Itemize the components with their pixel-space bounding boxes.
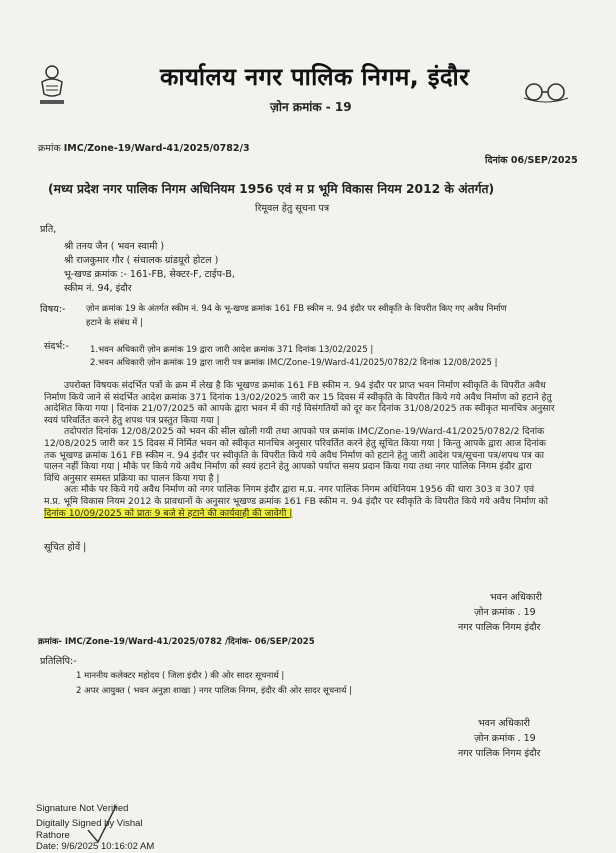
signature-date: Date: 9/6/2025 10:16:02 AM xyxy=(36,841,155,852)
body-line: आदेशित किया गया | दिनांक 21/07/2025 को आपके द्वारा भवन में की गई विसंगतियों को दूर कर दिनांक 31/08/2025 तक स्वीकृत मानचित्र अनुसार xyxy=(44,403,555,415)
references-label: संदर्भ:- xyxy=(44,341,69,352)
officer-zone: ज़ोन क्रमांक . 19 xyxy=(474,733,536,744)
body-line: स्वयं परिवर्तित करने हेतु शपथ पत्र प्रस्तुत किया गया | xyxy=(44,414,220,426)
body-line: म.प्र. भूमि विकास नियम 2012 के प्रावधानों के अनुसार भूखण्ड क्रमांक 161 FB स्कीम न. 94 इंदौर पर स्वीकृति के विपरीत किये गये अवैध निर्माण को xyxy=(44,495,548,507)
body-line: निर्माण किये जाने से संदर्भित आदेश क्रमांक 371 दिनांक 13/02/2025 जारी कर 15 दिवस में स्वीकृति के विपरीत किये गये अवैध निर्माण को हटाने हेतु xyxy=(44,391,552,403)
copy-line: 1 माननीय कलेक्टर महोदय ( जिला इंदौर ) की ओर सादर सूचनार्थ | xyxy=(76,671,285,681)
to-label: प्रति, xyxy=(40,224,57,235)
imc-emblem-logo xyxy=(34,58,70,110)
swachh-bharat-logo xyxy=(520,80,572,104)
act-title: (मध्य प्रदेश नगर पालिक निगम अधिनियम 1956 एवं म प्र भूमि विकास नियम 2012 के अंतर्गत) xyxy=(48,182,495,196)
reference-line: 1.भवन अधिकारी ज़ोन क्रमांक 19 द्वारा जारी आदेश क्रमांक 371 दिनांक 13/02/2025 | xyxy=(90,345,374,355)
body-paragraph xyxy=(44,380,589,519)
officer-org: नगर पालिक निगम इंदौर xyxy=(458,622,541,633)
body-line: अतः मौके पर किये गये अवैध निर्माण को नगर पालिक निगम इंदौर द्वारा म.प्र. नगर पालिक निगम अधिनियम 1956 की धारा 303 व 307 एवं xyxy=(64,484,535,496)
officer-title: भवन अधिकारी xyxy=(478,718,530,729)
reference-line: 2.भवन अधिकारी ज़ोन क्रमांक 19 द्वारा जारी पत्र क्रमांक IMC/Zone-19/Ward-41/2025/0782/2 दिनांक 12/08/2025 | xyxy=(90,358,498,368)
ref-date: 06/SEP/2025 xyxy=(510,155,578,166)
ref-date-line xyxy=(485,153,578,166)
body-line: उपरोक्त विषयक संदर्भित पत्रों के क्रम में लेख है कि भूखण्ड क्रमांक 161 FB स्कीम न. 94 इंदौर पर प्राप्त भवन निर्माण स्वीकृति के विपरीत अवैध xyxy=(64,380,546,391)
subject-line: ज़ोन क्रमांक 19 के अंतर्गत स्कीम नं. 94 के भू-खण्ड क्रमांक 161 FB स्कीम न. 94 इंदौर पर स्वीकृति के विपरीत किए गए अवैध निर्माण xyxy=(86,304,507,314)
subject-label: विषय:- xyxy=(40,304,66,315)
to-line: श्री राजकुमार गौर ( संचालक ग्रांडयूरो होटल ) xyxy=(64,255,219,266)
body-line: तक भूखण्ड क्रमांक 161 FB स्कीम न. 94 इंदौर पर स्वीकृति के विपरीत किये गये अवैध निर्माण को हटाने हेतु जारी आदेश पत्र/सूचना पत्र/शपथ पत्र का xyxy=(44,449,545,461)
signature-check-icon xyxy=(84,800,120,848)
copy-ref: क्रमांक- IMC/Zone-19/Ward-41/2025/0782 /दिनांक- 06/SEP/2025 xyxy=(38,637,315,647)
body-line: 12/08/2025 जारी कर 15 दिवस में निर्मित भवन को स्वीकृत मानचित्र अनुसार परिवर्तित करने हेतु सूचित किया गया | किन्तु आपके द्वारा आज दिनांक xyxy=(44,437,546,449)
subject-line: हटाने के संबंध में | xyxy=(86,318,143,328)
office-title: कार्यालय नगर पालिक निगम, इंदौर xyxy=(160,63,470,91)
copies-label: प्रतिलिपि:- xyxy=(40,656,77,667)
body-line: पालन नहीं किया गया | मौके पर किये गये अवैध निर्माण को स्वयं हटाने हेतु आपको पर्याप्त समय प्रदान किया गया तथा नगर पालिक निगम इंदौर द्वारा xyxy=(44,461,532,473)
to-line: स्कीम नं. 94, इंदौर xyxy=(64,283,132,294)
ref-number: IMC/Zone-19/Ward-41/2025/0782/3 xyxy=(63,143,250,154)
ref-line xyxy=(38,141,250,154)
body-line: विधि अनुसार समस्त प्रक्रिया का पालन किया गया है | xyxy=(44,472,220,484)
officer-title: भवन अधिकारी xyxy=(490,592,542,603)
signature-status: Signature Not Verified xyxy=(36,803,129,814)
removal-date-highlight: दिनांक 10/09/2025 को प्रातः 9 बजे से हटाने की कार्यवाही की जावेगी | xyxy=(44,507,293,519)
officer-zone: ज़ोन क्रमांक . 19 xyxy=(474,607,536,618)
signature-name: Rathore xyxy=(36,830,70,841)
officer-org: नगर पालिक निगम इंदौर xyxy=(458,748,541,759)
copy-line: 2 अपर आयुक्त ( भवन अनुज्ञा शाखा ) नगर पालिक निगम, इंदौर की ओर सादर सूचनार्थ | xyxy=(76,686,353,696)
ref-label: क्रमांक xyxy=(38,143,61,154)
zone-label: ज़ोन क्रमांक - 19 xyxy=(270,100,352,114)
notice-type: रिमूवल हेतु सूचना पत्र xyxy=(255,203,330,214)
to-line: भू-खण्ड क्रमांक :- 161-FB, सेक्टर-F, टाईप-B, xyxy=(64,269,235,280)
closing-text: सूचित होवें | xyxy=(44,542,87,553)
body-line: तदोपरांत दिनांक 12/08/2025 को भवन की सील खोली गयी तथा आपको पत्र क्रमांक IMC/Zone-19/Ward-41/2025/0782/2 दिनांक xyxy=(64,426,545,438)
signature-signer: Digitally Signed by Vishal xyxy=(36,818,143,829)
ref-date-label: दिनांक xyxy=(485,155,508,166)
to-line: श्री तनय जैन ( भवन स्वामी ) xyxy=(64,241,165,252)
